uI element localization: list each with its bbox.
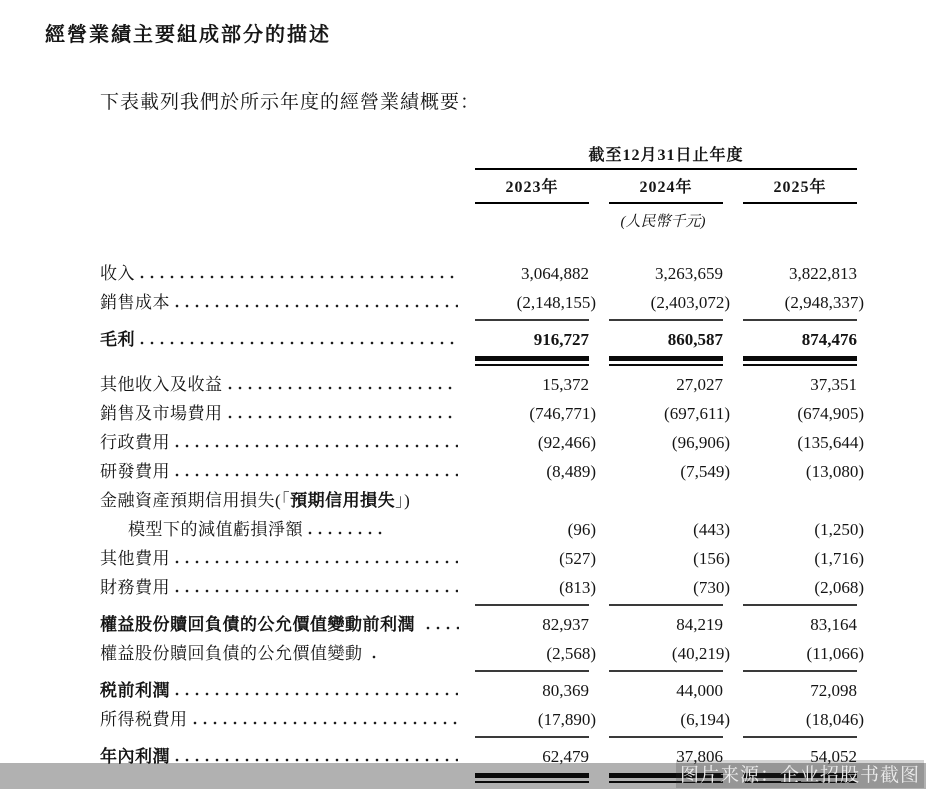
- table-row: [100, 515, 864, 544]
- dot-leader: [170, 573, 458, 602]
- single-rule: [609, 670, 723, 672]
- row-label: 金融資產預期信用損失(「預期信用損失」): [100, 491, 411, 510]
- value-cell: (156): [693, 549, 730, 568]
- single-rule: [609, 736, 723, 738]
- double-rule: [475, 356, 589, 366]
- table-row: [100, 399, 864, 428]
- value-cell: (730): [693, 578, 730, 597]
- value-cell: (96): [567, 520, 596, 539]
- single-rule: [475, 736, 589, 738]
- value-cell: 3,263,659: [655, 264, 723, 283]
- single-rule: [743, 736, 857, 738]
- table-row: [100, 259, 864, 288]
- single-rule-row: [100, 734, 864, 742]
- table-row: [100, 573, 864, 602]
- value-cell: 37,806: [676, 747, 723, 766]
- value-cell: (1,250): [814, 520, 864, 539]
- table-row: [100, 325, 864, 354]
- row-label: 權益股份贖回負債的公允價值變動前利潤: [100, 615, 415, 634]
- year-column-header-2025: 2025年: [743, 174, 857, 204]
- single-rule: [609, 604, 723, 606]
- row-label: 其他費用: [100, 549, 170, 568]
- double-rule-row: [100, 354, 864, 370]
- single-rule: [609, 319, 723, 321]
- value-cell: (674,905): [797, 404, 864, 423]
- year-column-header-2024: 2024年: [609, 174, 723, 204]
- dot-leader: [421, 610, 459, 639]
- table-row: [100, 639, 864, 668]
- row-label: 行政費用: [100, 433, 170, 452]
- double-rule: [743, 356, 857, 366]
- value-cell: (40,219): [671, 644, 730, 663]
- single-rule: [743, 319, 857, 321]
- table-body: [100, 259, 864, 787]
- value-cell: 27,027: [676, 375, 723, 394]
- value-cell: (697,611): [664, 404, 730, 423]
- value-cell: 84,219: [676, 615, 723, 634]
- table-year-header-row: [100, 174, 864, 204]
- value-cell: (92,466): [537, 433, 596, 452]
- dot-leader: [303, 515, 383, 544]
- value-cell: (527): [559, 549, 596, 568]
- value-cell: (96,906): [671, 433, 730, 452]
- double-rule: [609, 356, 723, 366]
- value-cell: 916,727: [533, 330, 589, 349]
- value-cell: (13,080): [805, 462, 864, 481]
- row-label: 模型下的減值虧損淨額: [128, 520, 303, 539]
- value-cell: (17,890): [537, 710, 596, 729]
- single-rule: [743, 670, 857, 672]
- value-cell: (1,716): [814, 549, 864, 568]
- table-row: [100, 486, 864, 515]
- value-cell: 72,098: [810, 681, 857, 700]
- value-cell: 37,351: [810, 375, 857, 394]
- table-row: [100, 288, 864, 317]
- dot-leader: [170, 457, 458, 486]
- row-label: 財務費用: [100, 578, 170, 597]
- row-label: 其他收入及收益: [100, 375, 223, 394]
- dot-leader: [135, 325, 458, 354]
- value-cell: (746,771): [529, 404, 596, 423]
- table-period-header-row: [100, 142, 864, 170]
- dot-leader: [170, 544, 458, 573]
- value-cell: 80,369: [542, 681, 589, 700]
- table-row: [100, 370, 864, 399]
- value-cell: (7,549): [680, 462, 730, 481]
- row-label: 銷售成本: [100, 293, 170, 312]
- period-header: 截至12月31日止年度: [475, 142, 857, 170]
- row-label: 所得税費用: [100, 710, 188, 729]
- value-cell: 54,052: [810, 747, 857, 766]
- table-row: [100, 428, 864, 457]
- value-cell: 860,587: [667, 330, 723, 349]
- value-cell: (135,644): [797, 433, 864, 452]
- row-label: 銷售及市場費用: [100, 404, 223, 423]
- value-cell: (8,489): [546, 462, 596, 481]
- value-cell: (2,568): [546, 644, 596, 663]
- single-rule: [475, 670, 589, 672]
- dot-leader: [188, 705, 459, 734]
- row-label: 税前利潤: [100, 681, 170, 700]
- value-cell: 3,822,813: [789, 264, 857, 283]
- value-cell: 82,937: [542, 615, 589, 634]
- dot-leader: [170, 288, 458, 317]
- intro-text: 下表載列我們於所示年度的經營業績概要：: [100, 92, 481, 113]
- table-row: [100, 610, 864, 639]
- single-rule-row: [100, 317, 864, 325]
- table-row: [100, 676, 864, 705]
- value-cell: (813): [559, 578, 596, 597]
- single-rule: [475, 319, 589, 321]
- table-row: [100, 544, 864, 573]
- table-row: [100, 705, 864, 734]
- section-title: 經營業績主要組成部分的描述: [45, 24, 331, 46]
- row-label: 研發費用: [100, 462, 170, 481]
- value-cell: [462, 486, 596, 515]
- value-cell: (2,148,155): [516, 293, 596, 312]
- value-cell: 3,064,882: [521, 264, 589, 283]
- unit-note: (人民幣千元): [620, 214, 706, 230]
- results-table: [100, 142, 864, 787]
- table-unit-row: [100, 210, 864, 231]
- dot-leader: [223, 399, 459, 428]
- dot-leader: [170, 676, 458, 705]
- dot-leader: [223, 370, 459, 399]
- table-row: [100, 457, 864, 486]
- row-label: 收入: [100, 264, 135, 283]
- dot-leader: [367, 639, 380, 668]
- value-cell: (11,066): [806, 644, 864, 663]
- single-rule-row: [100, 602, 864, 610]
- value-cell: (6,194): [680, 710, 730, 729]
- value-cell: (2,948,337): [784, 293, 864, 312]
- row-label: 權益股份贖回負債的公允價值變動: [100, 644, 363, 663]
- value-cell: 62,479: [542, 747, 589, 766]
- row-label: 毛利: [100, 330, 135, 349]
- value-cell: 83,164: [810, 615, 857, 634]
- dot-leader: [135, 259, 458, 288]
- value-cell: 874,476: [801, 330, 857, 349]
- dot-leader: [170, 428, 458, 457]
- single-rule: [475, 604, 589, 606]
- document-page: [0, 18, 926, 789]
- value-cell: (443): [693, 520, 730, 539]
- value-cell: [596, 486, 730, 515]
- value-cell: (18,046): [805, 710, 864, 729]
- value-cell: [730, 486, 864, 515]
- image-source-watermark: 图片来源：企业招股书截图: [676, 760, 924, 788]
- value-cell: (2,403,072): [650, 293, 730, 312]
- value-cell: 15,372: [542, 375, 589, 394]
- single-rule: [743, 604, 857, 606]
- dot-leader: [170, 742, 458, 771]
- value-cell: (2,068): [814, 578, 864, 597]
- year-column-header-2023: 2023年: [475, 174, 589, 204]
- row-label: 年內利潤: [100, 747, 170, 766]
- double-rule: [475, 773, 589, 783]
- single-rule-row: [100, 668, 864, 676]
- value-cell: 44,000: [676, 681, 723, 700]
